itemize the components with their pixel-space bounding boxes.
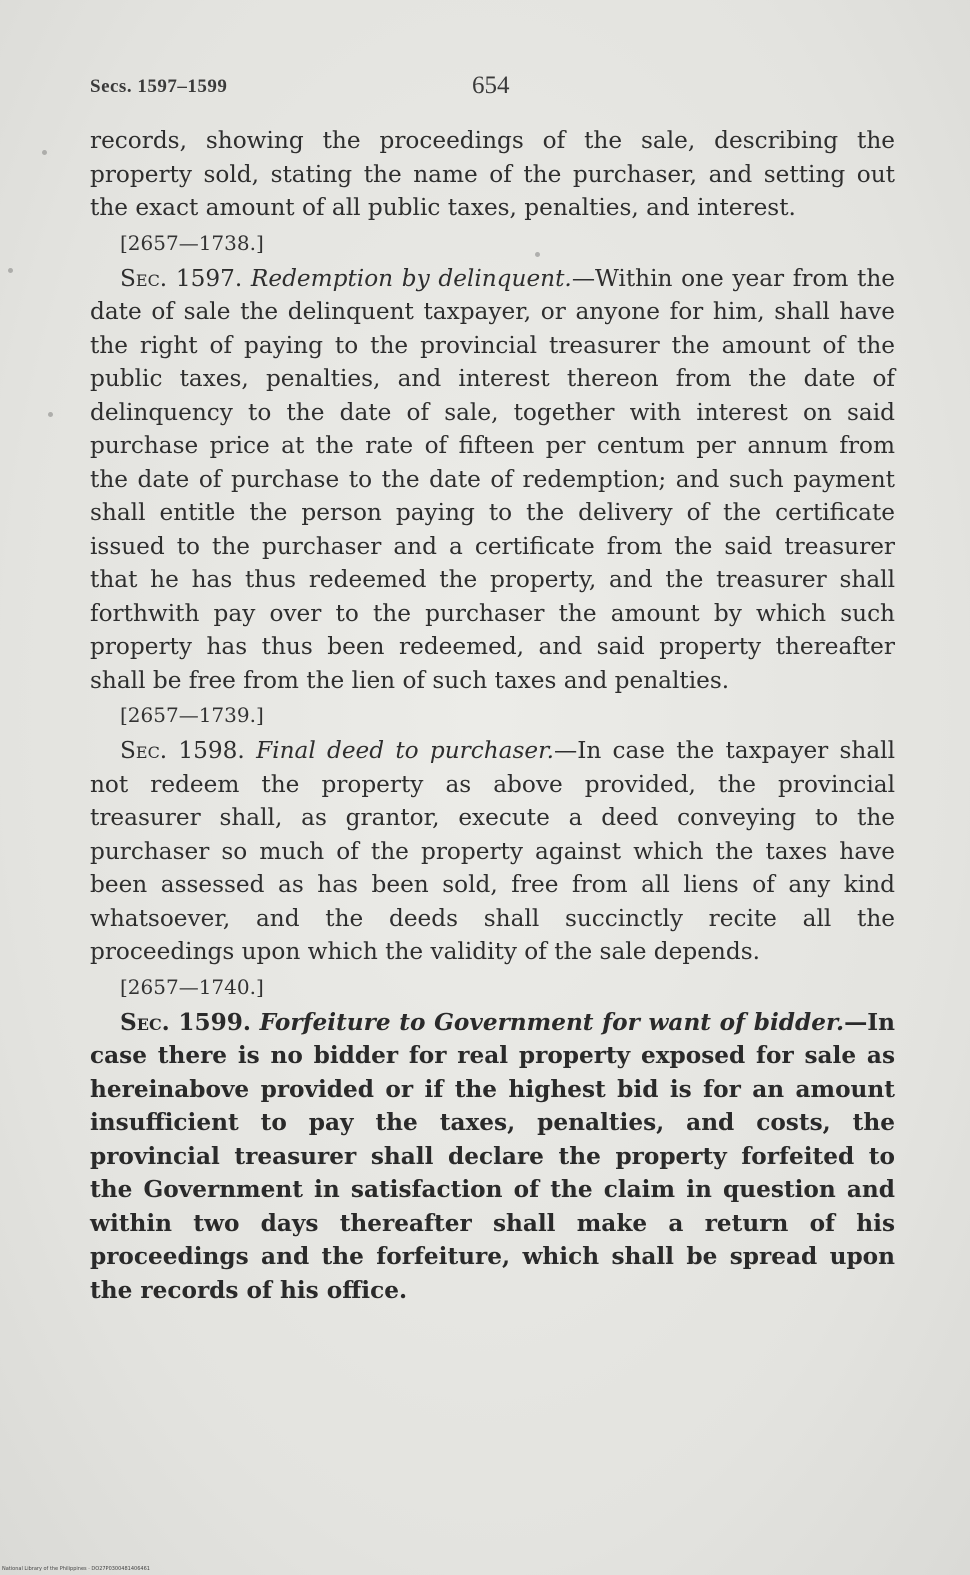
continuation-paragraph: records, showing the proceedings of the sale, describing the property sold, stating the name of the purchaser, and setting out the exact amount of all public taxes, penalties, and interest. <box>90 127 895 221</box>
section-1597-text: —Within one year from the date of sale the delinquent taxpayer, or anyone for him, shall have the right of paying to the provincial treasurer the amount of the public taxes, penalties, and interest thereon from the date of delinquency to the date of sale, together with interest on said purchase price at the rate of fifteen per centum per annum from the date of purchase to the date of redemption; and such payment shall entitle the person paying to the delivery of the certificate issued to the purchaser and a certificate from the said treasurer that he has thus redeemed the property, and the treasurer shall forthwith pay over to the purchaser the amount by which such property has thus been redeemed, and said property thereafter shall be free from the lien of such taxes and penalties. <box>90 264 896 694</box>
section-1599-paragraph <box>90 1006 895 1308</box>
section-range: Secs. 1597–1599 <box>90 76 228 97</box>
section-1599-label: Sec. 1599. <box>120 1008 252 1036</box>
section-1598-paragraph <box>90 734 895 969</box>
section-1597-label: Sec. 1597. <box>120 264 243 292</box>
footer-credit: National Library of the Philippines · DO27P0300481406461 <box>2 1566 150 1572</box>
section-1598-label: Sec. 1598. <box>120 737 245 764</box>
section-1598-text: —In case the taxpayer shall not redeem the property as above provided, the provincial treasurer shall, as grantor, execute a deed conveying to the purchaser so much of the property against which the taxes have been assessed as has been sold, free from all liens of any kind whatsoever, and the deeds shall succinctly recite all the proceedings upon which the validity of the sale depends. <box>90 737 895 965</box>
section-1598-title: Final deed to purchaser. <box>256 737 555 764</box>
section-1599-text: —In case there is no bidder for real property exposed for sale as hereinabove provided or if the highest bid is for an amount insufficient to pay the taxes, penalties, and costs, the provincial treasurer shall declare the property forfeited to the Government in satisfaction of the claim in question and within two days thereafter shall make a return of his proceedings and the forfeiture, which shall be spread upon the records of his office. <box>90 1008 896 1304</box>
section-1599-title: Forfeiture to Government for want of bidder. <box>259 1008 845 1036</box>
running-head <box>90 72 910 102</box>
body-text <box>90 124 895 1307</box>
scan-speck <box>535 252 540 257</box>
section-1598-reference: [2657—1739.] <box>120 703 264 727</box>
scan-speck <box>42 150 47 155</box>
section-1597-title: Redemption by delinquent. <box>250 264 572 292</box>
scan-speck <box>48 412 53 417</box>
section-1599-reference: [2657—1740.] <box>120 974 264 999</box>
section-1597-paragraph <box>90 262 895 698</box>
page-number: 654 <box>472 72 510 99</box>
section-1597-reference: [2657—1738.] <box>120 230 264 255</box>
scan-speck <box>8 268 13 273</box>
